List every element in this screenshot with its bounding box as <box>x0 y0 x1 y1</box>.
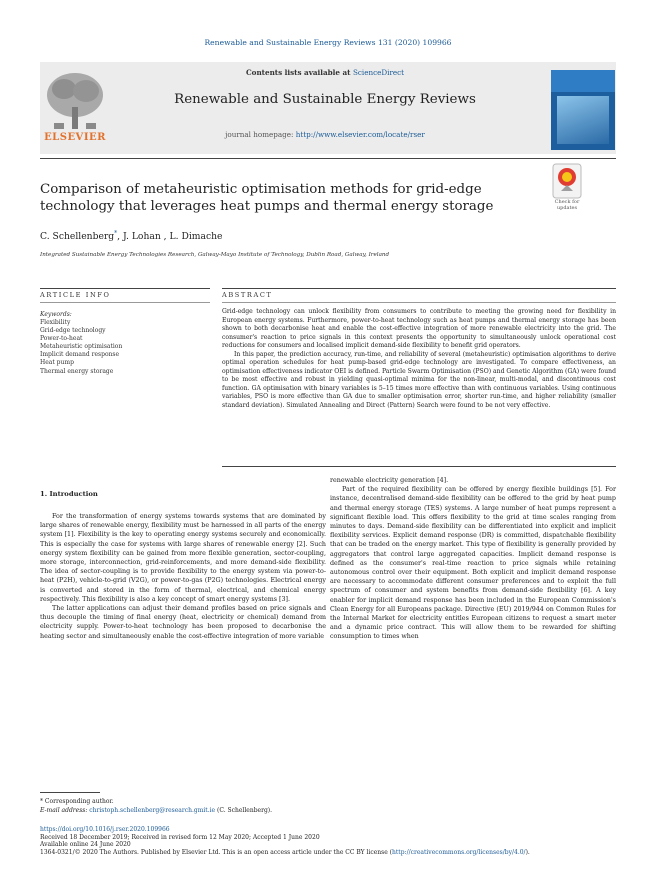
journal-title: Renewable and Sustainable Energy Reviews <box>174 92 476 107</box>
author-rest[interactable]: , J. Lohan , L. Dimache <box>117 231 223 243</box>
license-link[interactable]: http://creativecommons.org/licenses/by/4.0/ <box>392 848 526 856</box>
article-history <box>40 826 530 856</box>
publisher-name: ELSEVIER <box>44 132 106 143</box>
body-right-column <box>330 476 616 642</box>
abstract-text <box>222 308 616 411</box>
section-heading-introduction: 1. Introduction <box>40 490 98 498</box>
paper-title: Comparison of metaheuristic optimisation methods for grid-edge technology that leverages heat pumps and thermal energy storage <box>40 182 494 214</box>
abstract-rule <box>222 288 616 289</box>
received-dates: Received 18 December 2019; Received in revised form 12 May 2020; Accepted 1 June 2020 <box>40 833 320 841</box>
journal-cover-image <box>551 70 615 150</box>
article-info-subrule <box>40 302 210 303</box>
sciencedirect-link[interactable]: ScienceDirect <box>352 68 405 77</box>
body-paragraph: renewable electricity generation [4]. <box>330 477 449 484</box>
abstract-paragraph: Grid-edge technology can unlock flexibility from consumers to contribute to meeting the growing need for flexibility in European energy systems. Furthermore, power-to-heat technology such as heat pumps and thermal energy storage has been shown to both decarbonise heat and enable the cost-effective integration of more renewable electricity into the grid. The consumer's reaction to price signals in this context presents the opportunity to simultaneously unlock operational cost reductions for consumers and localised implicit demand-side flexibility to benefit grid operators. <box>222 308 616 350</box>
keyword: Flexibility <box>40 319 71 326</box>
footnote <box>40 797 272 815</box>
doi-link[interactable]: https://doi.org/10.1016/j.rser.2020.109966 <box>40 826 170 833</box>
article-info-rule <box>40 288 210 289</box>
article-info-heading: ARTICLE INFO <box>40 291 111 299</box>
abstract-subrule <box>222 302 616 303</box>
journal-homepage <box>120 130 530 139</box>
body-left-column <box>40 512 326 641</box>
keyword: Heat pump <box>40 359 74 367</box>
authors <box>40 230 222 242</box>
email-suffix: (C. Schellenberg). <box>215 807 273 814</box>
available-online: Available online 24 June 2020 <box>40 841 131 849</box>
keyword: Thermal energy storage <box>40 367 114 375</box>
abstract-paragraph: In this paper, the prediction accuracy, run-time, and reliability of several (metaheuristic) optimisation algorithms to derive optimal operation schedules for heat pump-based grid-edge technology are investigated. To compare effectiveness, an optimisation effectiveness indicator OEI is defined. Particle Swarm Optimisation (PSO) and Genetic Algorithm (GA) were found to be most effective and robust in yielding quasi-optimal minima for the non-linear, multi-modal, and discontinuous cost function. GA optimisation with binary variables is 5–15 times more effective than with continuous variables. Using continuous variables, PSO is more effective than GA due to smaller optimisation error, shorter run-time, and higher reliability (smaller standard deviation). Simulated Annealing and Direct (Pattern) Search were found to be not very effective. <box>222 350 616 410</box>
license-suffix: ). <box>525 848 530 856</box>
homepage-link[interactable]: http://www.elsevier.com/locate/rser <box>295 130 425 139</box>
keywords-label: Keywords: <box>40 311 72 318</box>
keyword: Metaheuristic optimisation <box>40 343 123 351</box>
author-first[interactable]: C. Schellenberg <box>40 231 115 243</box>
license-line <box>40 849 530 857</box>
keyword: Power-to-heat <box>40 335 83 343</box>
abstract-heading: ABSTRACT <box>222 291 273 299</box>
body-paragraph: For the transformation of energy systems towards systems that are dominated by large shares of renewable energy, flexibility must be harnessed in all parts of the energy system [1]. Flexibility is the key to operating energy systems securely and economically. This is especially the case for systems with large shares of renewable energy [2]. Such energy system flexibility can be gained from more flexible generation, sector-coupling, more storage, interconnection, grid-reinforcements, and more demand-side flexibility. The idea of sector-coupling is to provide flexibility to the energy system via power-to-heat (P2H), vehicle-to-grid (V2G), or power-to-gas (P2G) technologies. Electrical energy is converted and stored in the form of thermal, electrical, and chemical energy respectively. This flexibility is also a key concept of smart energy systems [3]. <box>40 513 326 603</box>
footnote-rule <box>40 792 100 793</box>
abstract-end-rule <box>222 466 616 467</box>
check-for-updates-icon[interactable] <box>552 163 582 199</box>
email-line <box>40 806 272 815</box>
corresponding-author-note: * Corresponding author. <box>40 798 114 805</box>
contents-line <box>120 68 530 77</box>
journal-reference[interactable]: Renewable and Sustainable Energy Reviews 131 (2020) 109966 <box>204 38 452 47</box>
email-link[interactable]: christoph.schellenberg@research.gmit.ie <box>89 807 216 814</box>
keyword: Grid-edge technology <box>40 327 106 335</box>
license-prefix: 1364-0321/© 2020 The Authors. Published by Elsevier Ltd. This is an open access article under the CC BY license ( <box>40 848 393 856</box>
contents-prefix: Contents lists available at <box>245 68 353 77</box>
body-paragraph: The latter applications can adjust their demand profiles based on price signals and thus decouple the timing of final energy (heat, electricity or chemical) demand from electricity supply. Power-to-heat technology has been proposed to decarbonise the heating sector and simultaneously enable the cost-effective integration of more variable <box>40 605 326 640</box>
corresponding-mark[interactable]: * <box>114 230 118 237</box>
cover-picture <box>557 96 609 144</box>
check-for-updates-label[interactable]: Check for updates <box>554 199 580 211</box>
keyword: Implicit demand response <box>40 351 120 359</box>
email-label: E-mail address: <box>40 807 90 814</box>
homepage-prefix: journal homepage: <box>225 130 296 139</box>
keywords-list <box>40 319 122 376</box>
body-paragraph: Part of the required flexibility can be offered by energy flexible buildings [5]. For instance, decentralised demand-side flexibility can be offered to the grid by heat pump and thermal energy storage (TES) systems. A large number of heat pumps represent a significant flexible load. This offers flexibility to the grid at time scales ranging from minutes to days. Demand-side flexibility can be differentiated into explicit and implicit flexibility services. Explicit demand response (DR) is committed, dispatchable flexibility that can be traded on the energy market. This type of flexibility is generally provided by aggregators that control large aggregated capacities. Implicit demand response is defined as the consumer's real-time reaction to price signals while retaining autonomous control over their equipment. Both explicit and implicit demand response are necessary to accommodate different consumer preferences and to exploit the full spectrum of consumer and system benefits from demand-side flexibility [6]. A key enabler for implicit demand response has been included in the European Commission's Clean Energy for all Europeans package. Directive (EU) 2019/944 on Common Rules for the Internal Market for electricity entitles European citizens to request a smart meter and a dynamic price contract. This will allow them to be rewarded for shifting consumption to times when <box>330 486 616 641</box>
cover-header <box>551 70 615 92</box>
header-rule <box>40 158 616 159</box>
affiliation: Integrated Sustainable Energy Technologies Research, Galway-Mayo Institute of Technology, Dublin Road, Galway, Ireland <box>40 252 390 258</box>
